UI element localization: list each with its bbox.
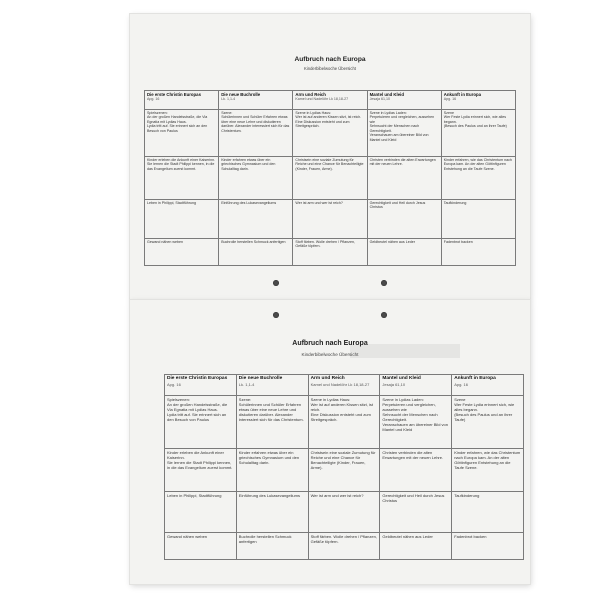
column-reference: Apg. 16: [147, 97, 160, 102]
cell-text: Christen verbinden die alten Erwartungen mit der neuen Lehre.: [369, 158, 436, 167]
punch-hole-left: [273, 312, 279, 318]
cell-text: Szene: [443, 111, 454, 115]
cell-text: Szene in Lydias Haus:: [295, 111, 331, 115]
cell-text: Szene in Lydias Laden:: [382, 397, 424, 402]
cell-text: Sehnsucht der Menschen nach Gerechtigkeit.: [369, 124, 420, 133]
cell-text: Geldbeutel nähen aus Leder: [382, 534, 433, 539]
cell-text: Eine Diskussion entsteht und zum Streitgespräch.: [310, 412, 371, 422]
punch-hole-right: [381, 312, 387, 318]
cell-text: Stoff färben. Wolle drehen / Pflanzen, Gefäße töpfern.: [295, 240, 355, 249]
table-cell: [308, 533, 380, 560]
column-header: [293, 91, 367, 110]
cell-text: An der großen Handelsstraße, die Via Egnatia mit Lydias Haus.: [167, 402, 228, 412]
cell-text: Christen verbinden die alten Erwartungen mit der neuen Lehre.: [382, 450, 444, 460]
table-cell: [219, 110, 293, 157]
table-cell: [145, 239, 219, 266]
cell-text: Sehnsucht der Menschen nach Gerechtigkeit.: [382, 412, 438, 422]
top-sheet: [130, 14, 530, 300]
table-cell: [441, 157, 515, 200]
table-cell: [219, 200, 293, 239]
table-cell: [219, 157, 293, 200]
cell-text: Leben in Philippi, Stadtführung: [167, 493, 222, 498]
cell-text: Einführung des Lukasevangeliums: [221, 201, 277, 205]
table-cell: [236, 449, 308, 492]
cell-text: Gerechtigkeit und Heil durch Jesus Christus: [382, 493, 445, 503]
cell-text: Stoff färben. Wolle drehen / Pflanzen, Gefäße töpfern.: [310, 534, 377, 544]
cell-text: Kinder erfahren, wie das Christentum nach Europa kam. An der alten Göttinfiguren Entstehung an die Taufe Szene.: [443, 158, 512, 171]
table-row: [145, 157, 516, 200]
page-title: Aufbruch nach Europa: [294, 56, 366, 63]
table-cell: [308, 449, 380, 492]
table-row: [145, 110, 516, 157]
cell-text: Wer ist auf anderen Kissen sitzt, ist reich.: [295, 115, 362, 120]
cell-text: Taufkinderung: [443, 201, 467, 205]
table-cell: [145, 200, 219, 239]
overview-table: [144, 90, 516, 266]
table-cell: [165, 396, 237, 449]
column-header: [380, 375, 452, 396]
cell-text: Kinder erfahren etwas über ein griechisches Gymnasium und den Schulalltag darin.: [221, 158, 276, 171]
cell-text: Taufkinderung: [454, 493, 480, 498]
column-header: [236, 375, 308, 396]
table-cell: [236, 492, 308, 533]
punch-hole-left: [273, 280, 279, 286]
page-subtitle: Kinderbibelwoche Übersicht: [301, 352, 359, 357]
cell-text: Sie lernen die Stadt Philippi kennen, in die das Evangelium zuerst kommt.: [147, 162, 215, 171]
cell-text: Wer ist arm und wer ist reich?: [295, 201, 343, 205]
table-cell: [452, 492, 524, 533]
table-cell: [219, 239, 293, 266]
page-title: Aufbruch nach Europa: [292, 340, 368, 347]
table-cell: [452, 449, 524, 492]
table-cell: [380, 396, 452, 449]
table-cell: [308, 492, 380, 533]
table-row: [145, 200, 516, 239]
table-cell: [367, 200, 441, 239]
cell-text: Eine Diskussion entsteht und zum Streitgespräch.: [295, 119, 350, 129]
cell-text: Gewand nähen weben: [147, 240, 183, 244]
column-header: [219, 91, 293, 110]
column-reference: Apg. 16: [443, 97, 457, 102]
table-cell: [441, 200, 515, 239]
cell-text: Leben in Philippi, Stadtführung: [147, 201, 196, 205]
column-title: Mantel und Kleid: [369, 92, 404, 97]
column-reference: Lk. 1,1-4: [238, 381, 255, 387]
cell-text: Geldbeutel nähen aus Leder: [369, 240, 415, 244]
table-cell: [441, 239, 515, 266]
cell-text: Christsein eine soziale Zumutung für Reiche und eine Chance für Benachteiligte (Kinder, Frauen, Arme).: [295, 158, 364, 171]
cell-text: Kinder erleben die Ankunft einer Kaiserinn.: [167, 450, 224, 460]
cell-text: Veranschauen am übereiner Bild von Mantel und Kleid: [382, 422, 448, 432]
cell-text: Fadenbrot backen: [454, 534, 487, 539]
table-cell: [441, 110, 515, 157]
cell-text: Szene:: [221, 111, 233, 115]
column-header: [165, 375, 237, 396]
cell-text: Spielszenen:: [147, 111, 168, 115]
cell-text: Wer ist auf anderen Kissen sitzt, ist reich.: [310, 402, 373, 412]
cell-text: An der großen Handelsstraße, die Via Egnatia mit Lydias Haus.: [147, 115, 208, 124]
cell-text: (Besuch des Paulus und an ihrer Taufe): [443, 124, 507, 129]
column-header: [441, 91, 515, 110]
table-cell: [165, 492, 237, 533]
cell-text: Perpetuieren und vergleichen, aussehen wie: [369, 115, 435, 124]
table-row: [165, 449, 524, 492]
column-reference: Jesaja 61,10: [369, 97, 390, 102]
cell-text: Fadenbrot backen: [443, 240, 473, 244]
table-cell: [293, 157, 367, 200]
cell-text: Kinder erleben die Ankunft einer Kaiserinn.: [147, 158, 216, 162]
column-header: [367, 91, 441, 110]
column-title: Arm und Reich: [295, 92, 326, 97]
column-title: Die neue Buchrolle: [238, 376, 283, 381]
cell-text: Perpetuieren und vergleichen, aussehen wie: [382, 402, 436, 412]
cell-text: Buchrolle herstellen Schmuck anfertigen: [221, 240, 286, 244]
column-header: [145, 91, 219, 110]
table-row: [165, 533, 524, 560]
table-cell: [293, 110, 367, 157]
column-reference: Jesaja 61,10: [382, 381, 406, 387]
column-header: [308, 375, 380, 396]
table-cell: [165, 533, 237, 560]
cell-text: Szene: [454, 397, 466, 402]
table-cell: [367, 110, 441, 157]
cell-text: Szene in Lydias Haus:: [310, 397, 351, 402]
table-cell: [380, 492, 452, 533]
cell-text: Buchrolle herstellen Schmuck anfertigen: [238, 534, 292, 544]
table-cell: [293, 239, 367, 266]
cell-text: Lydia tritt auf. Sie erinnert sich an den Besuch von Paulus: [167, 412, 227, 422]
table-cell: [165, 449, 237, 492]
cell-text: Lydia tritt auf. Sie erinnert sich an den Besuch von Paulus: [147, 124, 208, 133]
column-reference: Apg. 16: [454, 381, 468, 387]
cell-text: Wer Feste Lydia erinnert sich, wie alles begann.: [443, 115, 507, 124]
table-cell: [236, 396, 308, 449]
cell-text: Kinder erfahren, wie das Christentum nach Europa kam. An der alten Göttinfiguren Entstehung an die Taufe Szene.: [454, 450, 521, 470]
table-cell: [236, 533, 308, 560]
cell-text: (Besuch des Paulus und an ihrer Taufe): [454, 412, 513, 422]
column-title: Ankunft in Europa: [443, 92, 481, 97]
table-cell: [145, 157, 219, 200]
cell-text: Spielszenen:: [167, 397, 190, 402]
table-header-row: [145, 91, 516, 110]
cell-text: Wer Feste Lydia erinnert sich, wie alles begann.: [454, 402, 515, 412]
table-header-row: [165, 375, 524, 396]
cell-text: Sie lernen die Stadt Philippi kennen, in die das Evangelium zuerst kommt.: [167, 460, 233, 470]
table-cell: [380, 533, 452, 560]
cell-text: Schülerinnen und Schüler Erfahren etwas über eine neue Lehre und diskutieren darüber. Alexander interessiert sich für das Christentum.: [238, 402, 304, 422]
column-reference: Apg. 16: [167, 381, 181, 387]
cell-text: Gerechtigkeit und Heil durch Jesus Christus: [369, 201, 426, 210]
table-cell: [452, 396, 524, 449]
page-subtitle: Kinderbibelwoche Übersicht: [304, 66, 356, 71]
table-row: [165, 396, 524, 449]
table-row: [145, 239, 516, 266]
table-cell: [367, 239, 441, 266]
table-cell: [308, 396, 380, 449]
column-title: Ankunft in Europa: [454, 376, 496, 381]
column-title: Die erste Christin Europas: [147, 92, 201, 97]
column-header: [452, 375, 524, 396]
cell-text: Veranschauen am übereiner Bild von Mantel und Kleid: [369, 133, 429, 142]
table-cell: [367, 157, 441, 200]
column-title: Arm und Reich: [310, 376, 345, 381]
cell-text: Christsein eine soziale Zumutung für Reiche und eine Chance für Benachteiligte (Kinder, Frauen, Arme).: [310, 450, 376, 470]
column-title: Die erste Christin Europas: [167, 376, 228, 381]
cell-text: Gewand nähen weben: [167, 534, 208, 539]
table-row: [165, 492, 524, 533]
overview-table: [164, 374, 524, 560]
cell-text: Szene:: [238, 397, 252, 402]
column-title: Die neue Buchrolle: [221, 92, 261, 97]
table-cell: [380, 449, 452, 492]
table-cell: [293, 200, 367, 239]
column-reference: Kamel und Nadelöhr Lk 18,18-27: [295, 97, 349, 102]
table-cell: [452, 533, 524, 560]
punch-hole-right: [381, 280, 387, 286]
cell-text: Kinder erfahren etwas über ein griechisches Gymnasium und den Schulalltag darin.: [238, 450, 300, 465]
table-cell: [145, 110, 219, 157]
cell-text: Szene in Lydias Laden:: [369, 111, 407, 115]
column-reference: Lk. 1,1-4: [221, 97, 236, 102]
cell-text: Einführung des Lukasevangeliums: [238, 493, 300, 498]
bottom-sheet: [130, 300, 530, 584]
cell-text: Wer ist arm und wer ist reich?: [310, 493, 364, 498]
cell-text: Schülerinnen und Schüler Erfahren etwas über eine neue Lehre und diskutieren darüber. Alexander interessiert sich für das Christentum.: [221, 115, 290, 133]
column-reference: Kamel und Nadelöhr Lk 18,18-27: [310, 381, 370, 387]
column-title: Mantel und Kleid: [382, 376, 421, 381]
